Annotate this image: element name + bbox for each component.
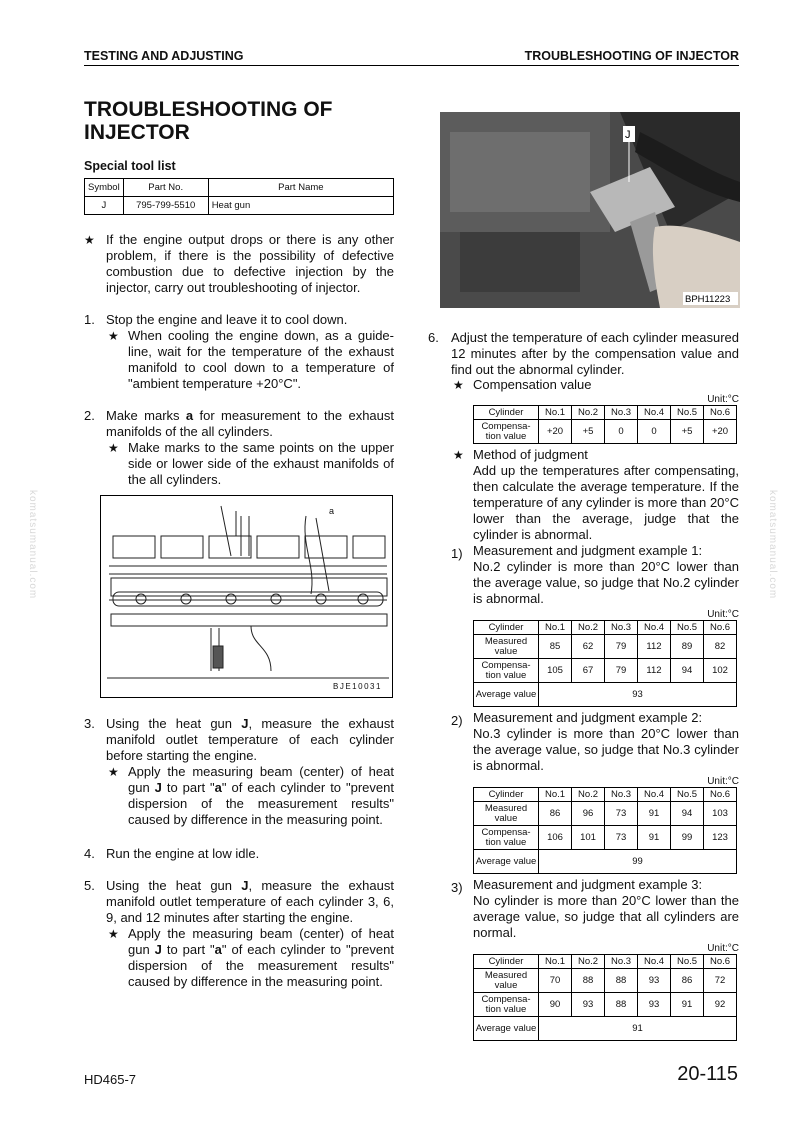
step-3-note: Apply the measuring beam (center) of heat gun J to part "a" of each cylinder to "prevent dispersion of the measurement results" caused by difference in the measuring point. (128, 764, 394, 827)
example-2-text: No.3 cylinder is more than 20°C lower than the average value, so judge that No.3 cylinder is abnormal. (473, 726, 739, 773)
star-icon: ★ (453, 448, 464, 462)
star-icon: ★ (108, 765, 119, 779)
star-icon: ★ (84, 233, 95, 247)
unit-label: Unit:°C (707, 609, 739, 620)
star-icon: ★ (108, 441, 119, 455)
model-number: HD465-7 (84, 1072, 137, 1087)
tool-symbol: J (85, 197, 124, 215)
tool-partname: Heat gun (208, 197, 393, 215)
exhaust-manifold-figure (100, 495, 393, 698)
header-topic: TROUBLESHOOTING OF INJECTOR (524, 49, 739, 63)
step-5-note: Apply the measuring beam (center) of heat gun J to part "a" of each cylinder to "prevent dispersion of the measurement results" caused by difference in the measuring point. (128, 926, 394, 989)
unit-label: Unit:°C (707, 776, 739, 787)
watermark-right: komatsumanual.com (767, 490, 778, 600)
step-number: 5. (84, 878, 95, 893)
svg-text:BPH11223: BPH11223 (685, 294, 731, 305)
heat-gun-photo (440, 112, 740, 308)
step-2-note: Make marks to the same points on the upper side or lower side of the exhaust manifolds of the all cylinders. (128, 440, 394, 487)
page-header (84, 48, 739, 66)
page-number: 20-115 (677, 1063, 738, 1085)
example-2-title: Measurement and judgment example 2: (473, 710, 703, 725)
step-3-text: Using the heat gun J, measure the exhaust manifold outlet temperature of each cylinder before starting the engine. (106, 716, 394, 763)
step-1-note: When cooling the engine down, as a guide-line, wait for the temperature of the exhaust manifold to cool down to a temperature of "ambient temperature +20°C". (128, 328, 394, 391)
step-number: 2. (84, 408, 95, 423)
intro-text: If the engine output drops or there is any other problem, if there is the possibility of defective combustion due to defective injection by the injector, carry out troubleshooting of injector. (106, 232, 394, 295)
example-1-table: Cylinder No.1 No.2 No.3 No.4 No.5 No.6 Measured value 85 62 79 112 89 82 Compensa-tion value 105 67 79 112 94 102 Average value 93 (473, 620, 737, 707)
tool-partno: 795-799-5510 (123, 197, 208, 215)
special-tool-table (84, 178, 394, 215)
step-number: 3. (84, 716, 95, 731)
step-number: 4. (84, 846, 95, 861)
step-2-text: Make marks a for measurement to the exhaust manifolds of the all cylinders. (106, 408, 394, 439)
step-number: 1. (84, 312, 95, 327)
step-number: 6. (428, 330, 439, 345)
star-icon: ★ (108, 329, 119, 343)
example-3-table: Cylinder No.1 No.2 No.3 No.4 No.5 No.6 Measured value 70 88 88 93 86 72 Compensa-tion value 90 93 88 93 91 92 Average value 91 (473, 954, 737, 1041)
watermark-left: komatsumanual.com (27, 490, 38, 600)
tool-header-partno: Part No. (123, 179, 208, 197)
step-4-text: Run the engine at low idle. (106, 846, 260, 861)
method-heading: Method of judgment (473, 447, 588, 462)
star-icon: ★ (108, 927, 119, 941)
example-1-title: Measurement and judgment example 1: (473, 543, 703, 558)
svg-text:BJE10031: BJE10031 (333, 682, 382, 691)
example-number: 3) (451, 880, 463, 895)
page-title: TROUBLESHOOTING OF INJECTOR (84, 98, 333, 144)
example-3-title: Measurement and judgment example 3: (473, 877, 703, 892)
example-3-text: No cylinder is more than 20°C lower than the average value, so judge that all cylinders are normal. (473, 893, 739, 940)
header-section: TESTING AND ADJUSTING (84, 49, 244, 63)
example-2-table: Cylinder No.1 No.2 No.3 No.4 No.5 No.6 Measured value 86 96 73 91 94 103 Compensa-tion value 106 101 73 91 99 123 Average value 99 (473, 787, 737, 874)
unit-label: Unit:°C (707, 394, 739, 405)
star-icon: ★ (453, 378, 464, 392)
special-tool-heading: Special tool list (84, 159, 176, 173)
step-5-text: Using the heat gun J, measure the exhaust manifold outlet temperature of each cylinder 3, 6, 9, and 12 minutes after starting the engine. (106, 878, 394, 925)
step-6-note: Compensation value (473, 377, 592, 392)
example-1-text: No.2 cylinder is more than 20°C lower than the average value, so judge that No.2 cylinder is abnormal. (473, 559, 739, 606)
compensation-table: Cylinder No.1 No.2 No.3 No.4 No.5 No.6 Compensa-tion value +20 +5 0 0 +5 +20 (473, 405, 737, 444)
svg-text:a: a (329, 506, 335, 516)
step-1-text: Stop the engine and leave it to cool down. (106, 312, 348, 327)
unit-label: Unit:°C (707, 943, 739, 954)
svg-text:J: J (625, 129, 631, 141)
tool-header-symbol: Symbol (85, 179, 124, 197)
step-6-text: Adjust the temperature of each cylinder measured 12 minutes after by the compensation value and find out the abnormal cylinder. (451, 330, 739, 377)
example-number: 2) (451, 713, 463, 728)
tool-header-partname: Part Name (208, 179, 393, 197)
example-number: 1) (451, 546, 463, 561)
method-text: Add up the temperatures after compensating, then calculate the average temperature. If the temperature of any cylinder is more than 20°C lower than the average, judge that the cylinder is abnormal. (473, 463, 739, 542)
engine-diagram (101, 496, 394, 699)
